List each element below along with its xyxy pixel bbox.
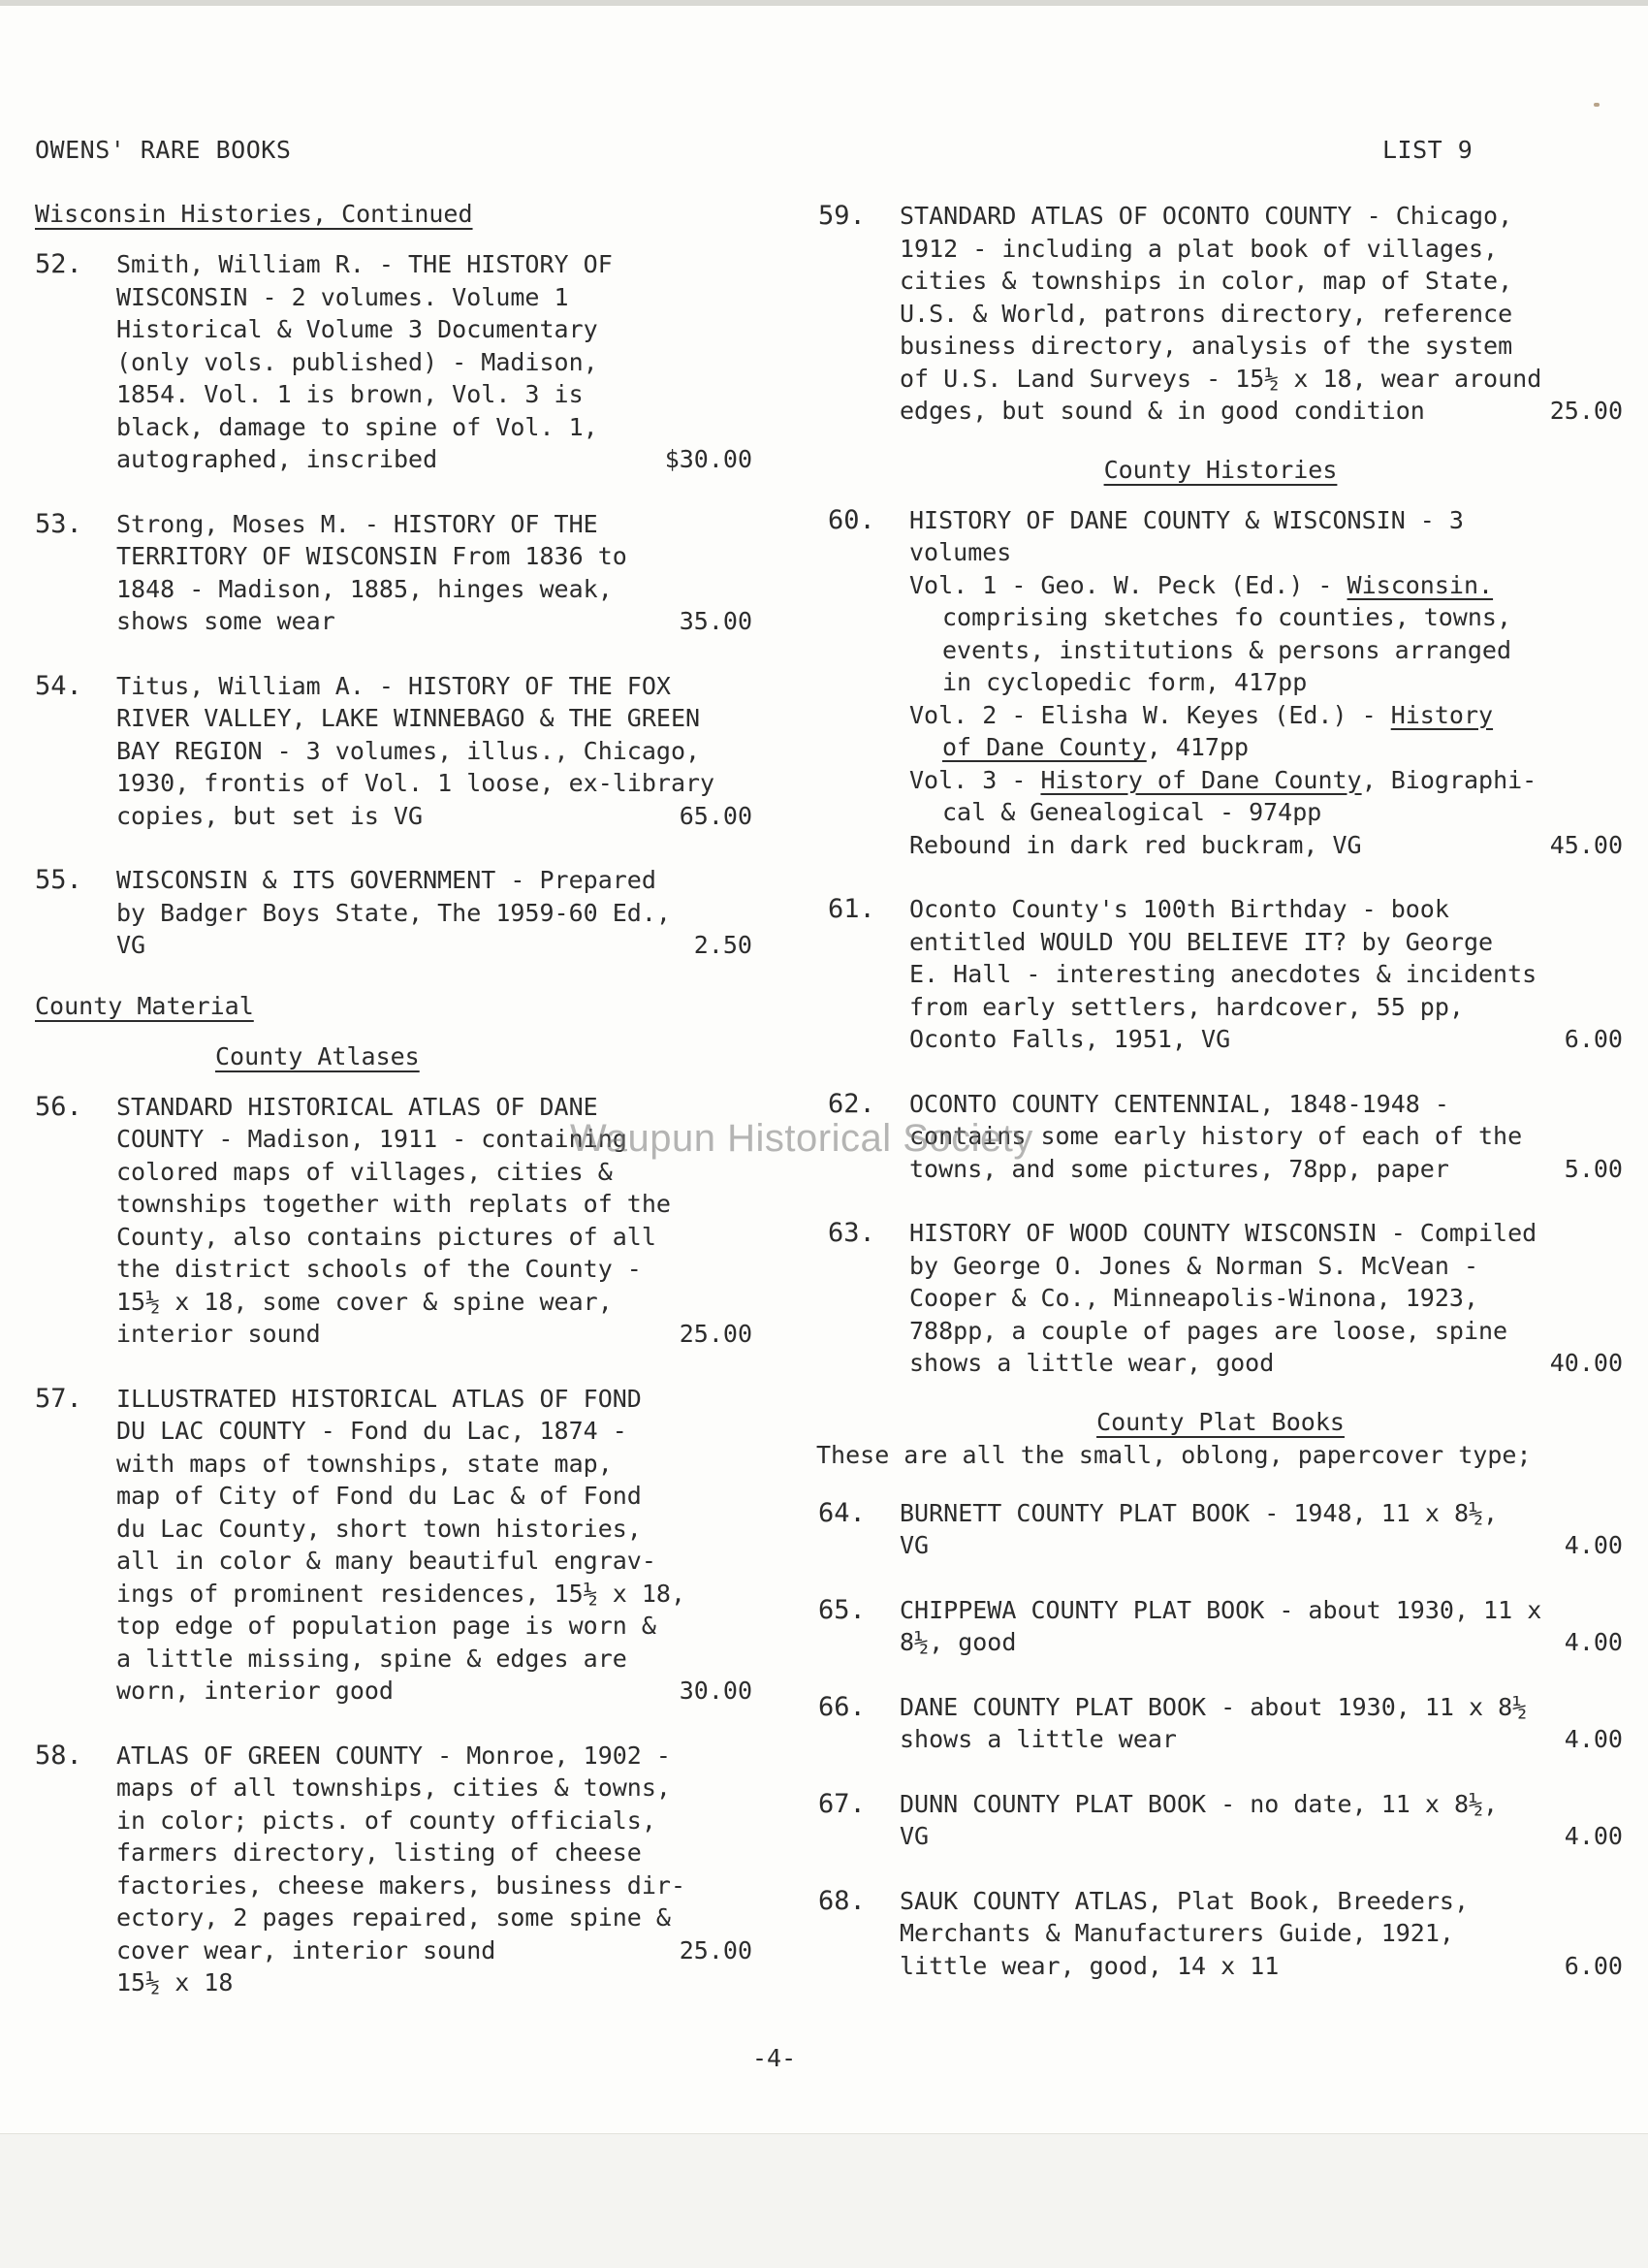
item-line: ings of prominent residences, 15½ x 18, <box>116 1579 685 1608</box>
item-line: shows a little wear, good <box>909 1349 1275 1377</box>
item-line: all in color & many beautiful engrav- <box>116 1547 656 1575</box>
list-item-52 <box>35 248 791 476</box>
item-number: 67. <box>818 1788 866 1819</box>
item-price-line <box>116 800 791 833</box>
item-line: ILLUSTRATED HISTORICAL ATLAS OF FOND <box>116 1384 642 1413</box>
volume-description-line: comprising sketches fo counties, towns, <box>942 603 1511 631</box>
list-item-65 <box>818 1594 1623 1659</box>
item-line: VG <box>900 1531 930 1559</box>
item-line: Titus, William A. - HISTORY OF THE FOX <box>116 671 671 700</box>
item-line: contains some early history of each of the <box>909 1122 1523 1150</box>
item-line: 1848 - Madison, 1885, hinges weak, <box>116 574 613 603</box>
item-number: 68. <box>818 1885 866 1916</box>
item-line: RIVER VALLEY, LAKE WINNEBAGO & THE GREEN <box>116 704 701 732</box>
paper-speck <box>1594 103 1600 107</box>
volume-title: Wisconsin. <box>1347 570 1494 599</box>
item-price: 25.00 <box>679 1935 752 1965</box>
item-line: DUNN COUNTY PLAT BOOK - no date, 11 x 8½, <box>900 1789 1499 1818</box>
item-line: 1912 - including a plat book of villages, <box>900 234 1499 263</box>
item-line: interior sound <box>116 1320 321 1348</box>
list-item-66 <box>818 1691 1623 1756</box>
list-item-53 <box>35 508 791 638</box>
item-line: farmers directory, listing of cheese <box>116 1838 642 1867</box>
volume-title: History <box>1390 700 1494 729</box>
item-line: Merchants & Manufacturers Guide, 1921, <box>900 1919 1454 1947</box>
item-number: 59. <box>818 201 866 231</box>
volume-title: History of Dane County <box>1040 765 1362 794</box>
item-line: U.S. & World, patrons directory, reference <box>900 299 1513 328</box>
item-line: County, also contains pictures of all <box>116 1222 656 1251</box>
item-number: 65. <box>818 1594 866 1625</box>
item-number: 62. <box>828 1088 875 1119</box>
volume-1-description <box>909 601 1623 699</box>
item-price: 4.00 <box>1564 1725 1623 1753</box>
item-line: maps of all townships, cities & towns, <box>116 1773 671 1802</box>
item-description <box>900 200 1623 428</box>
item-price-line <box>900 1820 1623 1853</box>
item-description <box>900 1691 1623 1756</box>
item-number: 60. <box>828 504 875 535</box>
item-line: VG <box>900 1822 930 1850</box>
volume-3-line <box>909 764 1623 797</box>
item-price: 35.00 <box>679 607 752 635</box>
page-count: , 417pp <box>1146 733 1250 761</box>
item-price: 25.00 <box>1549 397 1623 425</box>
volume-label: Vol. 1 - Geo. W. Peck (Ed.) - <box>909 570 1347 599</box>
volume-2-line-cont <box>909 731 1623 764</box>
item-line: HISTORY OF DANE COUNTY & WISCONSIN - 3 <box>909 505 1464 534</box>
item-number: 56. <box>35 1091 82 1122</box>
item-line: Cooper & Co., Minneapolis-Winona, 1923, <box>909 1284 1478 1312</box>
item-line: Oconto County's 100th Birthday - book <box>909 895 1449 923</box>
item-price: 40.00 <box>1549 1349 1623 1377</box>
item-list-atlas-continued <box>818 200 1623 428</box>
volume-3-line-cont: cal & Genealogical - 974pp <box>942 798 1322 826</box>
item-line: black, damage to spine of Vol. 1, <box>116 412 598 441</box>
item-description <box>909 504 1623 862</box>
item-description <box>900 1594 1623 1659</box>
list-item-61 <box>828 893 1623 1056</box>
item-line: CHIPPEWA COUNTY PLAT BOOK - about 1930, 11 x <box>900 1595 1542 1624</box>
section-heading-county-histories: County Histories <box>1103 455 1338 484</box>
item-list-wisconsin-histories <box>35 248 791 962</box>
subsection-heading-county-atlases: County Atlases <box>215 1041 420 1070</box>
item-line: DU LAC COUNTY - Fond du Lac, 1874 - <box>116 1417 627 1445</box>
item-description <box>116 508 791 638</box>
item-line: BAY REGION - 3 volumes, illus., Chicago, <box>116 736 701 765</box>
item-line: DANE COUNTY PLAT BOOK - about 1930, 11 x 8½ <box>900 1692 1528 1721</box>
item-line: of U.S. Land Surveys - 15½ x 18, wear around <box>900 364 1542 393</box>
item-line: entitled WOULD YOU BELIEVE IT? by George <box>909 927 1494 956</box>
item-line: SAUK COUNTY ATLAS, Plat Book, Breeders, <box>900 1886 1469 1915</box>
list-item-60 <box>828 504 1623 862</box>
header-list-number: LIST 9 <box>1382 136 1474 164</box>
item-price-line <box>909 1347 1623 1380</box>
item-line: towns, and some pictures, 78pp, paper <box>909 1154 1449 1183</box>
item-price-line <box>116 1318 791 1351</box>
item-price-line <box>900 1529 1623 1562</box>
item-description <box>116 1383 791 1708</box>
item-line: factories, cheese makers, business dir- <box>116 1870 685 1900</box>
item-price: 30.00 <box>679 1677 752 1705</box>
item-line: cities & townships in color, map of State, <box>900 267 1513 295</box>
list-item-55 <box>35 864 791 962</box>
item-number: 52. <box>35 249 82 279</box>
item-number: 55. <box>35 865 82 895</box>
item-line: TERRITORY OF WISCONSIN From 1836 to <box>116 542 627 570</box>
item-list-plat-books <box>818 1497 1623 1983</box>
item-description <box>900 1788 1623 1853</box>
item-line: colored maps of villages, cities & <box>116 1157 613 1186</box>
item-line: ectory, 2 pages repaired, some spine & <box>116 1903 671 1932</box>
item-line: business directory, analysis of the system <box>900 332 1513 360</box>
list-item-59 <box>818 200 1623 428</box>
list-item-64 <box>818 1497 1623 1562</box>
section-heading-county-plat-books: County Plat Books <box>1096 1407 1345 1436</box>
list-item-63 <box>828 1217 1623 1380</box>
item-price-line <box>909 829 1623 862</box>
item-description <box>116 864 791 962</box>
item-price: 4.00 <box>1564 1822 1623 1850</box>
volume-label: Vol. 2 - Elisha W. Keyes (Ed.) - <box>909 700 1391 729</box>
item-line: STANDARD HISTORICAL ATLAS OF DANE <box>116 1092 598 1121</box>
header-dealer-name: OWENS' RARE BOOKS <box>35 136 292 164</box>
volume-2-line <box>909 699 1623 732</box>
list-item-57 <box>35 1383 791 1708</box>
item-line: townships together with replats of the <box>116 1190 671 1218</box>
item-line: edges, but sound & in good condition <box>900 397 1425 425</box>
item-price-line <box>900 1723 1623 1756</box>
item-line: by Badger Boys State, The 1959-60 Ed., <box>116 898 671 927</box>
item-price: 4.00 <box>1564 1531 1623 1559</box>
list-item-58 <box>35 1740 791 1999</box>
item-price: 25.00 <box>679 1320 752 1348</box>
item-price-line <box>909 1023 1623 1056</box>
item-line: little wear, good, 14 x 11 <box>900 1951 1280 1980</box>
item-line: E. Hall - interesting anecdotes & incidents <box>909 960 1537 988</box>
item-line: volumes <box>909 538 1012 566</box>
item-line: du Lac County, short town histories, <box>116 1514 642 1543</box>
item-number: 58. <box>35 1740 82 1771</box>
item-price: 65.00 <box>679 801 752 830</box>
item-line: STANDARD ATLAS OF OCONTO COUNTY - Chicago, <box>900 202 1513 230</box>
volume-description-line: events, institutions & persons arranged <box>942 635 1511 664</box>
item-line: autographed, inscribed <box>116 445 438 473</box>
item-line: copies, but set is VG <box>116 801 424 830</box>
list-item-68 <box>818 1885 1623 1983</box>
item-line: 15½ x 18, some cover & spine wear, <box>116 1287 613 1316</box>
volume-label: Vol. 3 - <box>909 765 1041 794</box>
item-number: 53. <box>35 508 82 539</box>
volume-1-line <box>909 569 1623 602</box>
page-number: -4- <box>752 2044 797 2072</box>
left-column <box>35 198 791 2031</box>
item-price-line <box>116 605 791 638</box>
item-description <box>116 670 791 833</box>
item-dimensions: 15½ x 18 <box>116 1968 234 1996</box>
right-column <box>818 200 1623 2014</box>
item-line: 1854. Vol. 1 is brown, Vol. 3 is <box>116 380 584 408</box>
list-item-54 <box>35 670 791 833</box>
item-price: 45.00 <box>1549 830 1623 859</box>
item-line: 788pp, a couple of pages are loose, spine <box>909 1316 1508 1345</box>
item-price-line <box>116 1675 791 1708</box>
item-line: BURNETT COUNTY PLAT BOOK - 1948, 11 x 8½, <box>900 1498 1499 1527</box>
item-price-line <box>900 1950 1623 1983</box>
item-line: Smith, William R. - THE HISTORY OF <box>116 250 613 278</box>
watermark-text: Waupun Historical Society <box>570 1117 1033 1160</box>
item-line: (only vols. published) - Madison, <box>116 347 598 376</box>
item-price: 6.00 <box>1564 1025 1623 1053</box>
item-line: worn, interior good <box>116 1677 394 1705</box>
item-line: HISTORY OF WOOD COUNTY WISCONSIN - Compiled <box>909 1219 1537 1247</box>
item-line: by George O. Jones & Norman S. McVean - <box>909 1251 1478 1280</box>
item-number: 63. <box>828 1218 875 1248</box>
item-description <box>116 248 791 476</box>
item-description <box>900 1497 1623 1562</box>
item-line: 8½, good <box>900 1628 1017 1656</box>
item-description <box>900 1885 1623 1983</box>
item-price: 5.00 <box>1564 1154 1623 1183</box>
item-number: 57. <box>35 1383 82 1414</box>
item-line: Historical & Volume 3 Documentary <box>116 315 598 343</box>
item-line: COUNTY - Madison, 1911 - containing <box>116 1125 627 1153</box>
item-price-line <box>116 443 791 476</box>
section-heading-wisconsin-histories: Wisconsin Histories, Continued <box>35 200 473 228</box>
item-line: VG <box>116 931 146 959</box>
item-line: in color; picts. of county officials, <box>116 1805 656 1835</box>
item-description <box>909 893 1623 1056</box>
volume-subtitle: , Biographi- <box>1361 765 1537 794</box>
item-line: shows a little wear <box>900 1725 1177 1753</box>
item-line: ATLAS OF GREEN COUNTY - Monroe, 1902 - <box>116 1741 671 1770</box>
item-line: Strong, Moses M. - HISTORY OF THE <box>116 509 598 538</box>
scan-bottom-band <box>0 2133 1648 2268</box>
item-price: 6.00 <box>1564 1951 1623 1980</box>
item-price: 2.50 <box>693 931 752 959</box>
item-line: WISCONSIN - 2 volumes. Volume 1 <box>116 282 569 311</box>
item-line: Oconto Falls, 1951, VG <box>909 1025 1231 1053</box>
item-price-line <box>116 929 791 962</box>
item-price: 4.00 <box>1564 1628 1623 1656</box>
item-price-line <box>116 1934 791 1967</box>
item-line: shows some wear <box>116 607 335 635</box>
item-line: a little missing, spine & edges are <box>116 1644 627 1673</box>
item-description <box>116 1740 791 1999</box>
item-line: map of City of Fond du Lac & of Fond <box>116 1482 642 1510</box>
item-number: 61. <box>828 894 875 924</box>
item-line: top edge of population page is worn & <box>116 1612 656 1640</box>
item-number: 66. <box>818 1691 866 1722</box>
item-number: 54. <box>35 670 82 701</box>
item-price-line <box>900 1626 1623 1659</box>
section-heading-county-material: County Material <box>35 991 254 1020</box>
item-line: cover wear, interior sound <box>116 1935 496 1965</box>
item-line: 1930, frontis of Vol. 1 loose, ex-library <box>116 769 715 797</box>
scan-top-edge <box>0 0 1648 6</box>
list-item-67 <box>818 1788 1623 1853</box>
plat-books-note: These are all the small, oblong, papercover type; <box>816 1440 1532 1469</box>
item-price: $30.00 <box>664 445 752 473</box>
item-line: from early settlers, hardcover, 55 pp, <box>909 992 1464 1021</box>
volume-title: of Dane County <box>942 733 1147 761</box>
item-line: WISCONSIN & ITS GOVERNMENT - Prepared <box>116 866 656 894</box>
item-number: 64. <box>818 1497 866 1528</box>
item-line: the district schools of the County - <box>116 1255 642 1283</box>
item-line: OCONTO COUNTY CENTENNIAL, 1848-1948 - <box>909 1089 1449 1118</box>
item-condition: Rebound in dark red buckram, VG <box>909 830 1362 859</box>
volume-description-line: in cyclopedic form, 417pp <box>942 668 1308 696</box>
item-list-county-atlases <box>35 1091 791 1999</box>
item-price-line <box>900 395 1623 428</box>
item-description <box>909 1217 1623 1380</box>
item-line: with maps of townships, state map, <box>116 1449 613 1478</box>
